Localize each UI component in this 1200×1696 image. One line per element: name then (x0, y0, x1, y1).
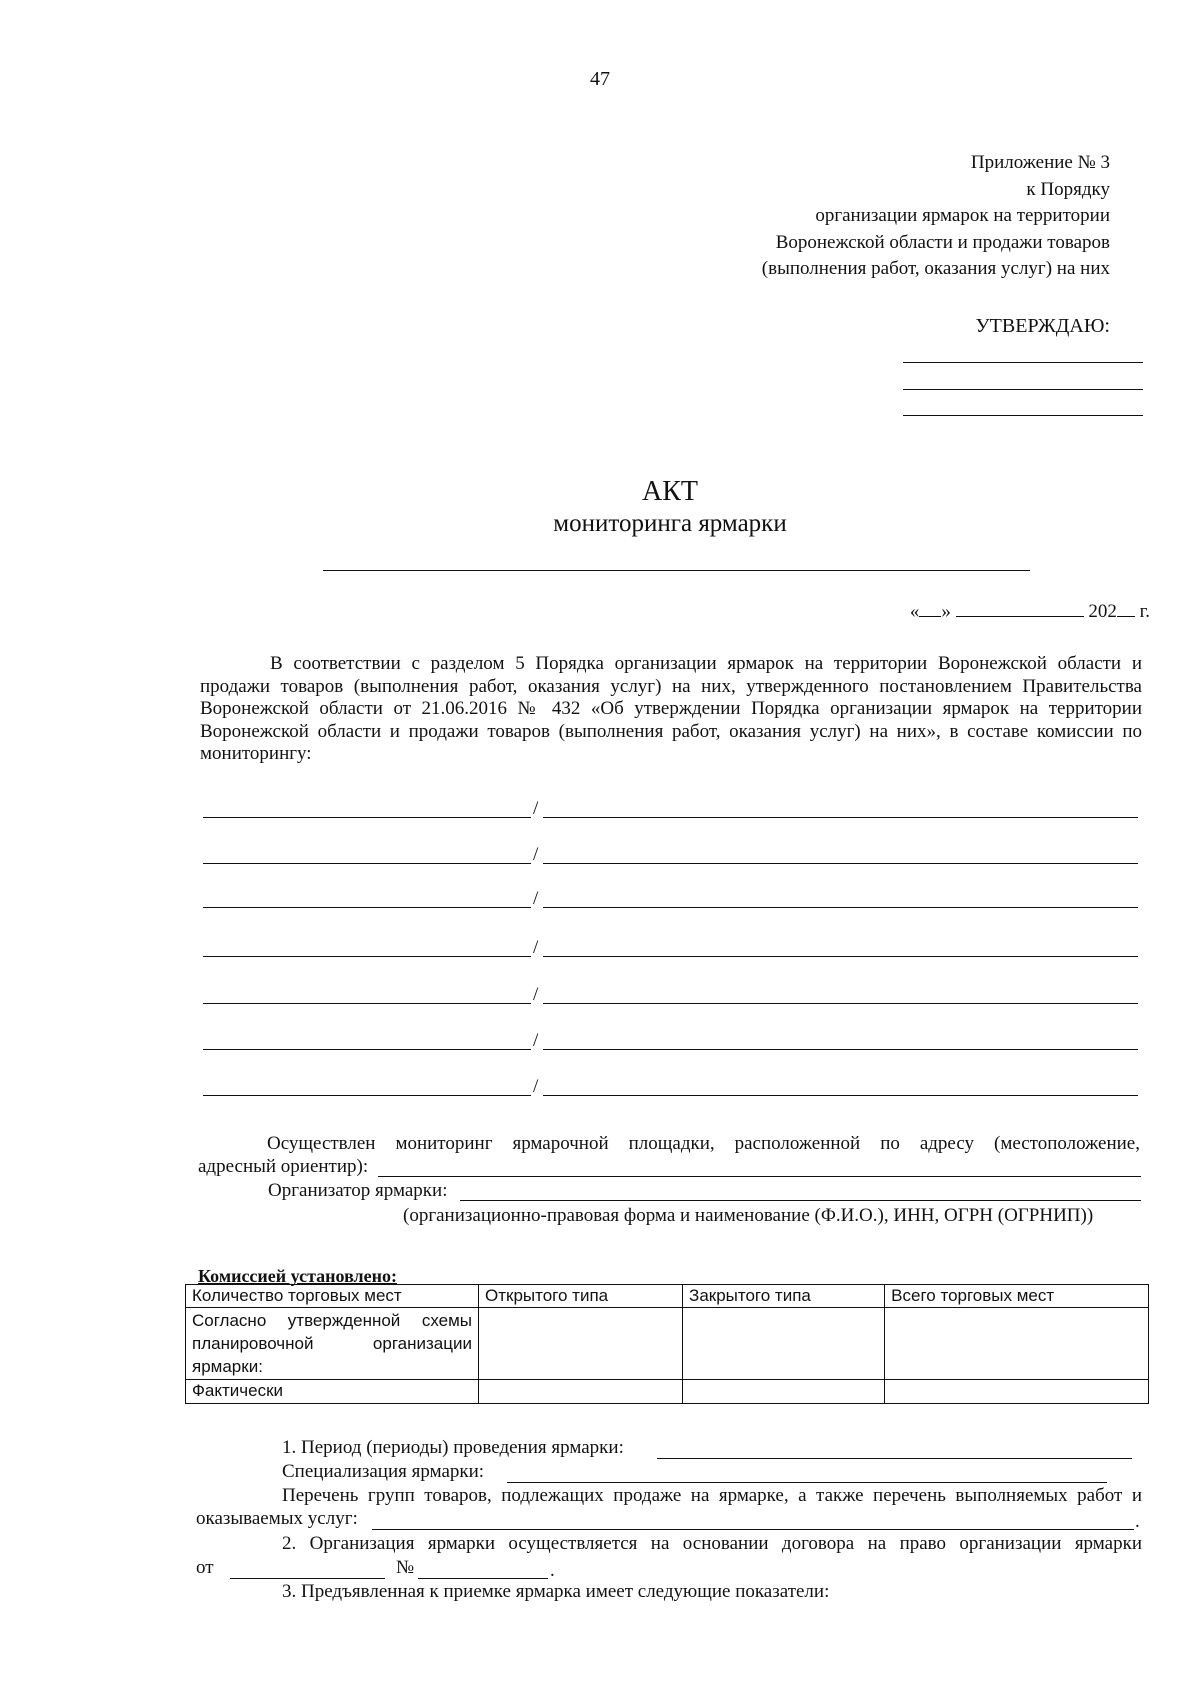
slash-separator: / (533, 798, 539, 819)
member-position-blank[interactable] (203, 1049, 531, 1050)
member-position-blank[interactable] (203, 863, 531, 864)
member-position-blank[interactable] (203, 817, 531, 818)
member-name-blank[interactable] (543, 817, 1138, 818)
contract-number-label: № (396, 1557, 415, 1578)
slash-separator: / (533, 844, 539, 865)
approve-blank-line[interactable] (903, 362, 1143, 363)
commission-member-row[interactable] (203, 840, 1138, 864)
date-close-quote: » (941, 601, 951, 622)
month-blank[interactable] (956, 599, 1084, 617)
commission-member-row[interactable] (203, 933, 1138, 957)
slash-separator: / (533, 937, 539, 958)
year-suffix: г. (1139, 601, 1150, 622)
goods-blank[interactable] (372, 1529, 1134, 1530)
day-blank[interactable] (919, 599, 941, 617)
intro-paragraph (200, 653, 1142, 766)
table-row (186, 1308, 1149, 1380)
year-blank[interactable] (1117, 599, 1135, 617)
specialization-blank[interactable] (507, 1482, 1107, 1483)
goods-text-line: Перечень групп товаров, подлежащих продаже на ярмарке, а также перечень выполняемых работ и (282, 1485, 1142, 1506)
closed-type-cell[interactable] (683, 1380, 885, 1404)
member-name-blank[interactable] (543, 1095, 1138, 1096)
slash-separator: / (533, 1076, 539, 1097)
goods-label: оказываемых услуг: (196, 1508, 358, 1529)
table-row (186, 1380, 1149, 1404)
organizer-blank[interactable] (460, 1200, 1141, 1201)
approve-label: УТВЕРЖДАЮ: (975, 315, 1110, 337)
total-places-cell[interactable] (885, 1380, 1149, 1404)
intro-text: В соответствии с разделом 5 Порядка организации ярмарок на территории Воронежской области и продажи товаров (выполнения работ, оказания услуг) на них, утвержденного постановлением Правительства Воронежской области от 21.06.2016 № 432 «Об утверждении Порядка организации ярмарок на территории Воронежской области и продажи товаров (выполнения работ, оказания услуг) на них», в составе комиссии по мониторингу: (200, 653, 1142, 764)
period-label: 1. Период (периоды) проведения ярмарки: (282, 1437, 624, 1458)
commission-member-row[interactable] (203, 1072, 1138, 1096)
date-open-quote: « (909, 601, 920, 622)
address-text-line: Осуществлен мониторинг ярмарочной площадки, расположенной по адресу (местоположение, (267, 1133, 1140, 1154)
contract-number-blank[interactable] (418, 1578, 548, 1579)
commission-label: Комиссией установлено: (198, 1266, 398, 1286)
address-label: адресный ориентир): (198, 1156, 369, 1177)
period-blank[interactable] (657, 1458, 1132, 1459)
goods-period: . (1135, 1511, 1140, 1532)
contract-date-blank[interactable] (230, 1578, 385, 1579)
member-position-blank[interactable] (203, 1095, 531, 1096)
commission-member-row[interactable] (203, 794, 1138, 818)
member-name-blank[interactable] (543, 907, 1138, 908)
appendix-line: Воронежской области и продажи товаров (775, 231, 1110, 253)
commission-member-row[interactable] (203, 980, 1138, 1004)
table-header-cell: Открытого типа (479, 1285, 683, 1308)
open-type-cell[interactable] (479, 1308, 683, 1380)
table-header-cell: Количество торговых мест (186, 1285, 479, 1308)
contract-text-line: 2. Организация ярмарки осуществляется на основании договора на право организации ярмарки (282, 1533, 1142, 1554)
address-blank[interactable] (378, 1176, 1141, 1177)
row-label: Согласно утвержденной схемы планировочной организации ярмарки: (186, 1308, 479, 1380)
slash-separator: / (533, 888, 539, 909)
open-type-cell[interactable] (479, 1380, 683, 1404)
page-number: 47 (590, 68, 610, 90)
document-subtitle: мониторинга ярмарки (553, 510, 787, 537)
member-name-blank[interactable] (543, 1003, 1138, 1004)
table-header-cell: Закрытого типа (683, 1285, 885, 1308)
date-line (910, 599, 1150, 623)
member-position-blank[interactable] (203, 1003, 531, 1004)
places-table (185, 1284, 1149, 1404)
total-places-cell[interactable] (885, 1308, 1149, 1380)
member-position-blank[interactable] (203, 956, 531, 957)
commission-member-row[interactable] (203, 884, 1138, 908)
closed-type-cell[interactable] (683, 1308, 885, 1380)
member-position-blank[interactable] (203, 907, 531, 908)
slash-separator: / (533, 984, 539, 1005)
member-name-blank[interactable] (543, 863, 1138, 864)
indicators-label: 3. Предъявленная к приемке ярмарка имеет следующие показатели: (282, 1581, 830, 1602)
appendix-line: Приложение № 3 (970, 152, 1110, 173)
table-header-cell: Всего торговых мест (885, 1285, 1149, 1308)
contract-period: . (550, 1560, 555, 1581)
fair-name-blank-line[interactable] (323, 570, 1030, 571)
commission-member-row[interactable] (203, 1026, 1138, 1050)
document-title: АКТ (642, 476, 698, 507)
year-prefix: 202 (1088, 601, 1117, 622)
appendix-line: к Порядку (1026, 178, 1110, 200)
approve-blank-line[interactable] (903, 415, 1143, 416)
organizer-label: Организатор ярмарки: (268, 1180, 448, 1201)
member-name-blank[interactable] (543, 1049, 1138, 1050)
table-header-row (186, 1285, 1149, 1308)
appendix-line: организации ярмарок на территории (815, 205, 1110, 226)
appendix-block (762, 150, 1110, 283)
specialization-label: Специализация ярмарки: (282, 1461, 485, 1482)
approve-blank-line[interactable] (903, 389, 1143, 390)
organizer-hint: (организационно-правовая форма и наименование (Ф.И.О.), ИНН, ОГРН (ОГРНИП)) (403, 1205, 1094, 1226)
slash-separator: / (533, 1030, 539, 1051)
contract-from-label: от (196, 1557, 214, 1578)
appendix-line: (выполнения работ, оказания услуг) на них (761, 258, 1110, 279)
row-label: Фактически (186, 1380, 479, 1404)
member-name-blank[interactable] (543, 956, 1138, 957)
